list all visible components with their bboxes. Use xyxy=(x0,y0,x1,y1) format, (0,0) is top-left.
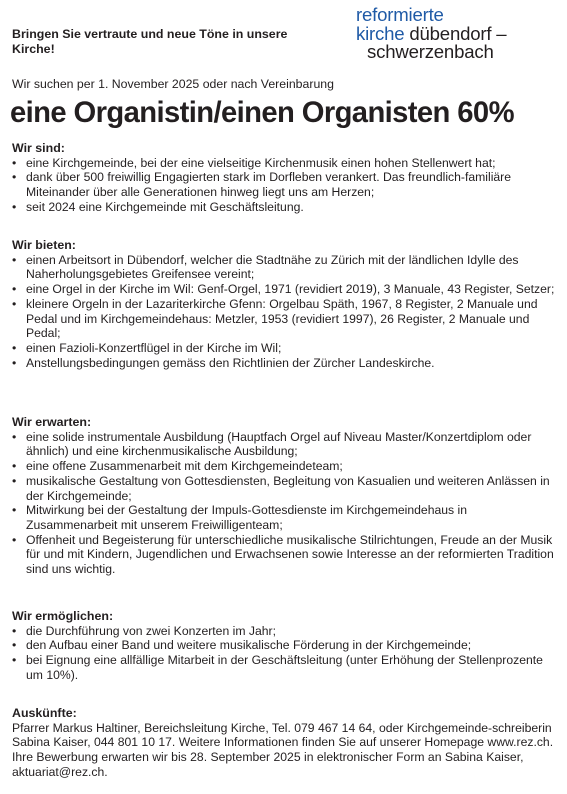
list-item: • die Durchführung von zwei Konzerten im Jahr; xyxy=(12,624,558,639)
section-title: Wir bieten: xyxy=(12,238,76,252)
logo-place: dübendorf – xyxy=(409,22,507,44)
list-item: • bei Eignung eine allfällige Mitarbeit in der Geschäftsleitung (unter Erhöhung der Stellenprozente um 10%). xyxy=(12,653,558,682)
section-title: Wir sind: xyxy=(12,141,65,155)
list-item: • Offenheit und Begeisterung für unterschiedliche musikalische Stilrichtungen, Freude an der Musik für und mit Kindern, Jugendlichen und Erwachsenen sowie Interesse an der reformierten Tradition sind uns wichtig. xyxy=(12,533,558,577)
list-item: • Mitwirkung bei der Gestaltung der Impuls-Gottesdienste im Kirchgemeindehaus in Zusammenarbeit mit unserem Freiwilligenteam; xyxy=(12,503,558,532)
list-item: • seit 2024 eine Kirchgemeinde mit Geschäftsleitung. xyxy=(12,200,558,215)
list-item: • eine solide instrumentale Ausbildung (Hauptfach Orgel auf Niveau Master/Konzertdiplom oder ähnlich) und eine kirchenmusikalische Ausbildung; xyxy=(12,430,558,459)
intro-text: Wir suchen per 1. November 2025 oder nach Vereinbarung xyxy=(12,77,334,91)
bullet-list xyxy=(12,156,558,215)
section-wir-sind xyxy=(12,141,558,215)
bullet-list xyxy=(12,624,558,683)
list-item: • den Aufbau einer Band und weitere musikalische Förderung in der Kirchgemeinde; xyxy=(12,638,558,653)
list-item: • eine offene Zusammenarbeit mit dem Kirchgemeindeteam; xyxy=(12,459,558,474)
list-item: • musikalische Gestaltung von Gottesdiensten, Begleitung von Kasualien und weiteren Anlässen in der Kirchgemeinde; xyxy=(12,474,558,503)
list-item: • einen Arbeitsort in Dübendorf, welcher die Stadtnähe zu Zürich mit der ländlichen Idylle des Naherholungsgebietes Greifensee vereint; xyxy=(12,253,558,282)
list-item: • Anstellungsbedingungen gemäss den Richtlinien der Zürcher Landeskirche. xyxy=(12,356,558,371)
logo-line-3: schwerzenbach xyxy=(367,41,494,62)
section-title: Auskünfte: xyxy=(12,706,77,720)
section-wir-bieten xyxy=(12,238,558,370)
list-item: • dank über 500 freiwillig Engagierten stark im Dorfleben verankert. Das freundlich-familiäre Miteinander über alle Generationen hinweg liegt uns am Herzen; xyxy=(12,170,558,199)
bullet-list xyxy=(12,430,558,577)
section-wir-erwarten xyxy=(12,415,558,577)
list-item: • einen Fazioli-Konzertflügel in der Kirche im Wil; xyxy=(12,341,558,356)
section-title: Wir ermöglichen: xyxy=(12,609,114,623)
bullet-list xyxy=(12,253,558,371)
list-item: • eine Kirchgemeinde, bei der eine vielseitige Kirchenmusik einen hohen Stellenwert hat; xyxy=(12,156,558,171)
church-logo xyxy=(356,6,561,62)
tagline: Bringen Sie vertraute und neue Töne in unsere Kirche! xyxy=(12,27,288,56)
section-auskuenfte xyxy=(12,706,558,780)
section-title: Wir erwarten: xyxy=(12,415,92,429)
list-item: • eine Orgel in der Kirche im Wil: Genf-Orgel, 1971 (revidiert 2019), 3 Manuale, 43 Register, Setzer; xyxy=(12,282,558,297)
logo-line-1: reformierte xyxy=(356,4,444,25)
logo-kirche: kirche xyxy=(356,22,405,44)
section-wir-ermoeglichen xyxy=(12,609,558,683)
list-item: • kleinere Orgeln in der Lazariterkirche Gfenn: Orgelbau Späth, 1967, 8 Register, 2 Manuale und Pedal und im Kirchgemeindehaus: Metzler, 1953 (revidiert 1997), 26 Register, 2 Manuale und Pedal; xyxy=(12,297,558,341)
contact-text: Pfarrer Markus Haltiner, Bereichsleitung Kirche, Tel. 079 467 14 64, oder Kirchgemeinde-schreiberin Sabina Kaiser, 044 801 10 17. Weitere Informationen finden Sie auf unserer Homepage www.rez.ch. Ihre Bewerbung erwarten wir bis 28. September 2025 in elektronischer Form an Sabina Kaiser, aktuariat@rez.ch. xyxy=(12,720,554,779)
job-title: eine Organistin/einen Organisten 60% xyxy=(10,97,514,129)
